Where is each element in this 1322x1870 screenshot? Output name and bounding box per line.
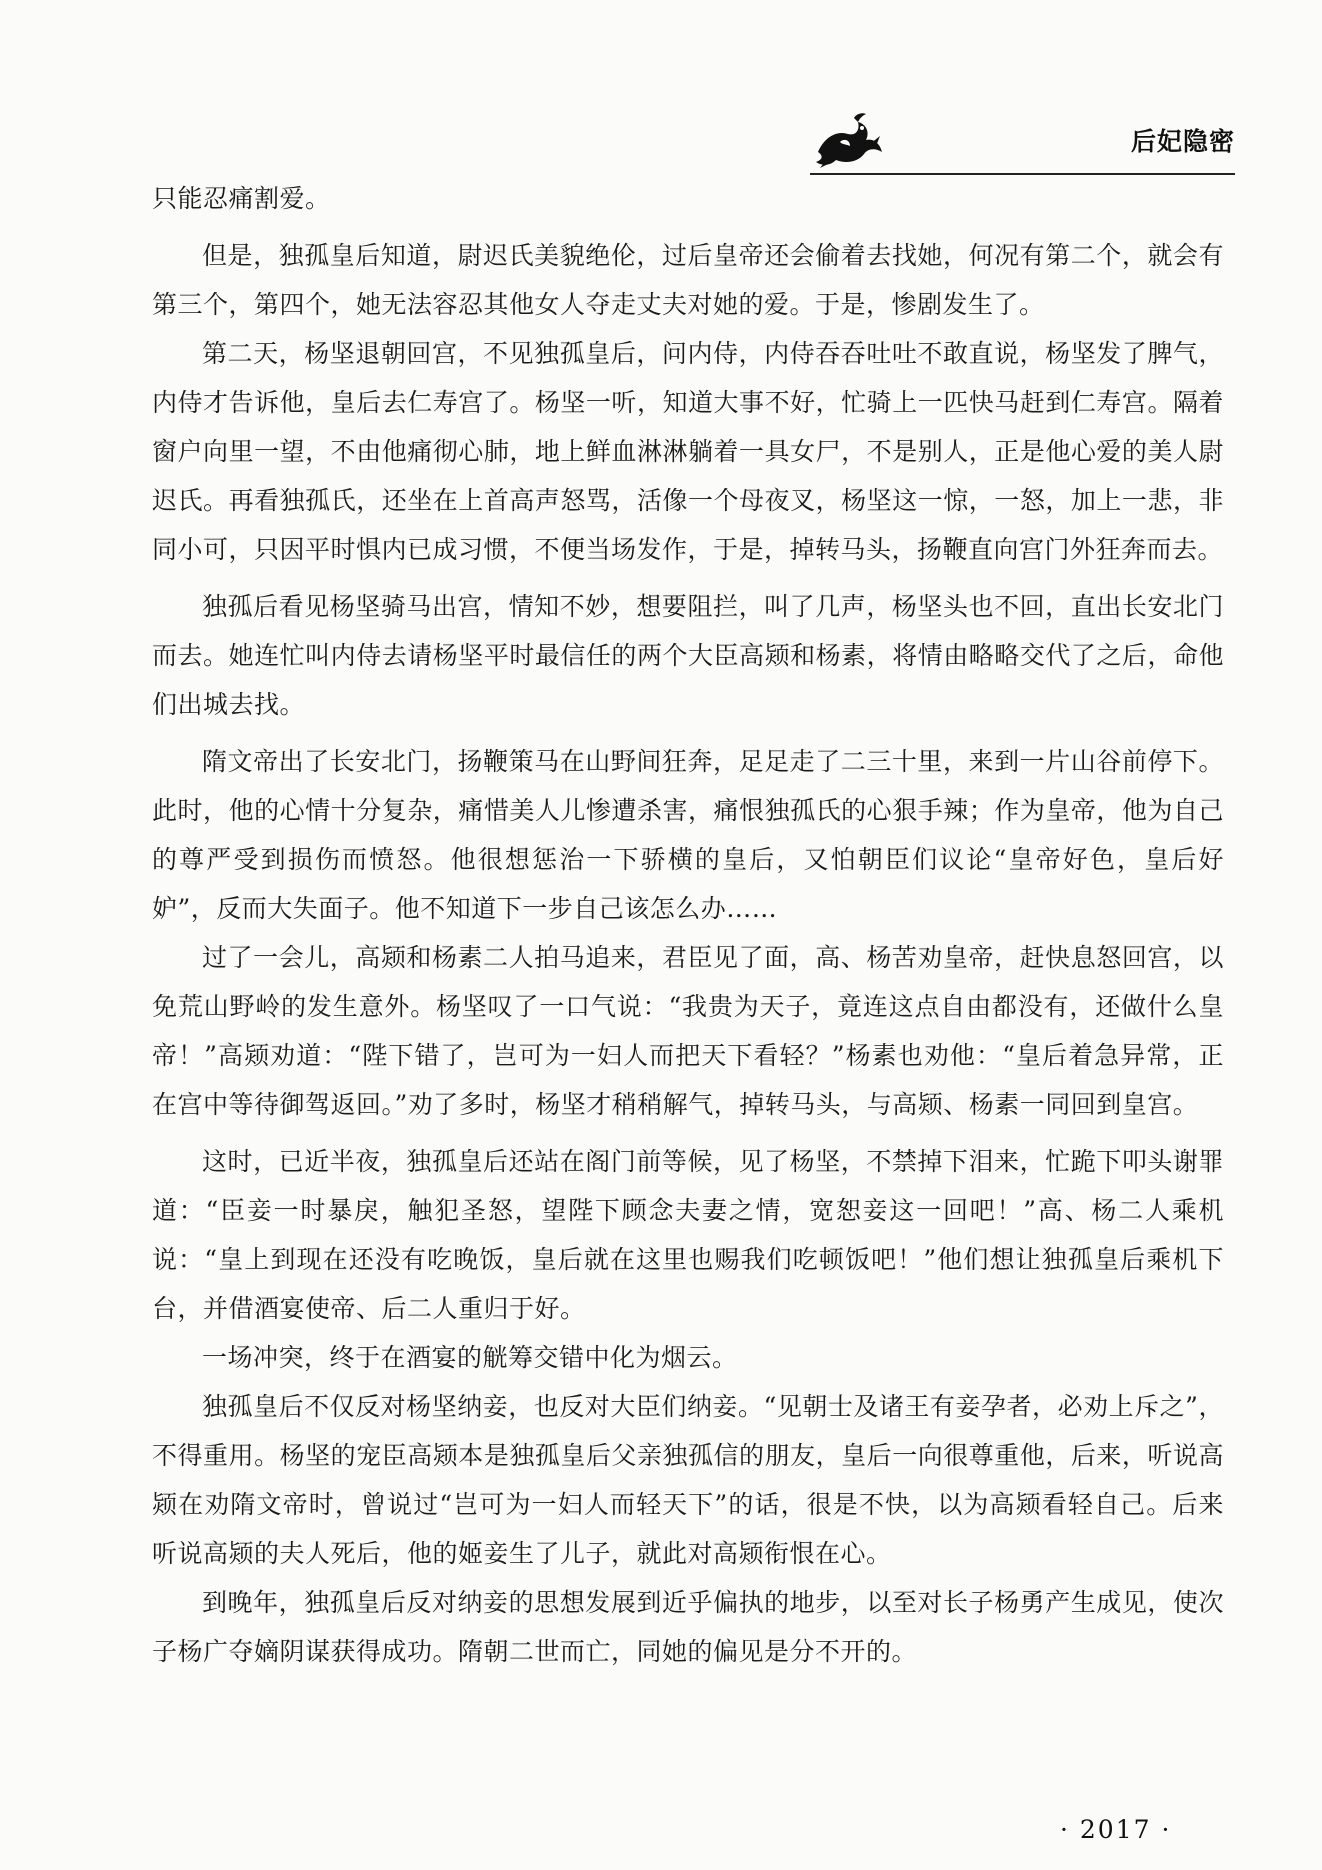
paragraph: 过了一会儿，高颎和杨素二人拍马追来，君臣见了面，高、杨苦劝皇帝，赶快息怒回宫，以免荒山野岭的发生意外。杨坚叹了一口气说：“我贵为天子，竟连这点自由都没有，还做什么皇帝！”高颎劝道：“陛下错了，岂可为一妇人而把天下看轻？”杨素也劝他：“皇后着急异常，正在宫中等待御驾返回。”劝了多时，杨坚才稍稍解气，掉转马头，与高颎、杨素一同回到皇宫。 xyxy=(152,943,1224,1119)
body-text xyxy=(152,174,1224,1676)
page-number: · 2017 · xyxy=(1060,1815,1172,1844)
paragraph: 到晚年，独孤皇后反对纳妾的思想发展到近乎偏执的地步，以至对长子杨勇产生成见，使次子杨广夺嫡阴谋获得成功。隋朝二世而亡，同她的偏见是分不开的。 xyxy=(152,1588,1224,1666)
paragraph: 只能忍痛割爱。 xyxy=(152,184,331,213)
header-title: 后妃隐密 xyxy=(1130,127,1235,156)
paragraph: 独孤后看见杨坚骑马出宫，情知不妙，想要阻拦，叫了几声，杨坚头也不回，直出长安北门而去。她连忙叫内侍去请杨坚平时最信任的两个大臣高颎和杨素，将情由略略交代了之后，命他们出城去找。 xyxy=(152,592,1224,719)
paragraph: 独孤皇后不仅反对杨坚纳妾，也反对大臣们纳妾。“见朝士及诸王有妾孕者，必劝上斥之”，不得重用。杨坚的宠臣高颎本是独孤皇后父亲独孤信的朋友，皇后一向很尊重他，后来，听说高颎在劝隋文帝时，曾说过“岂可为一妇人而轻天下”的话，很是不快，以为高颎看轻自己。后来听说高颎的夫人死后，他的姬妾生了儿子，就此对高颎衔恨在心。 xyxy=(152,1392,1224,1568)
paragraph: 一场冲突，终于在酒宴的觥筹交错中化为烟云。 xyxy=(202,1343,738,1372)
paragraph: 但是，独孤皇后知道，尉迟氏美貌绝伦，过后皇帝还会偷着去找她，何况有第二个，就会有第三个，第四个，她无法容忍其他女人夺走丈夫对她的爱。于是，惨剧发生了。 xyxy=(152,241,1224,319)
dragon-icon xyxy=(810,108,890,172)
paragraph: 隋文帝出了长安北门，扬鞭策马在山野间狂奔，足足走了二三十里，来到一片山谷前停下。此时，他的心情十分复杂，痛惜美人儿惨遭杀害，痛恨独孤氏的心狠手辣；作为皇帝，他为自己的尊严受到损伤而愤怒。他很想惩治一下骄横的皇后，又怕朝臣们议论“皇帝好色，皇后好妒”，反而大失面子。他不知道下一步自己该怎么办…… xyxy=(152,747,1224,923)
paragraph: 这时，已近半夜，独孤皇后还站在阁门前等候，见了杨坚，不禁掉下泪来，忙跪下叩头谢罪道：“臣妾一时暴戾，触犯圣怒，望陛下顾念夫妻之情，宽恕妾这一回吧！”高、杨二人乘机说：“皇上到现在还没有吃晚饭，皇后就在这里也赐我们吃顿饭吧！”他们想让独孤皇后乘机下台，并借酒宴使帝、后二人重归于好。 xyxy=(152,1147,1224,1323)
paragraph: 第二天，杨坚退朝回宫，不见独孤皇后，问内侍，内侍吞吞吐吐不敢直说，杨坚发了脾气，内侍才告诉他，皇后去仁寿宫了。杨坚一听，知道大事不好，忙骑上一匹快马赶到仁寿宫。隔着窗户向里一望，不由他痛彻心肺，地上鲜血淋淋躺着一具女尸，不是别人，正是他心爱的美人尉迟氏。再看独孤氏，还坐在上首高声怒骂，活像一个母夜叉，杨坚这一惊，一怒，加上一悲，非同小可，只因平时惧内已成习惯，不便当场发作，于是，掉转马头，扬鞭直向宫门外狂奔而去。 xyxy=(152,339,1224,564)
running-header xyxy=(810,100,1235,175)
